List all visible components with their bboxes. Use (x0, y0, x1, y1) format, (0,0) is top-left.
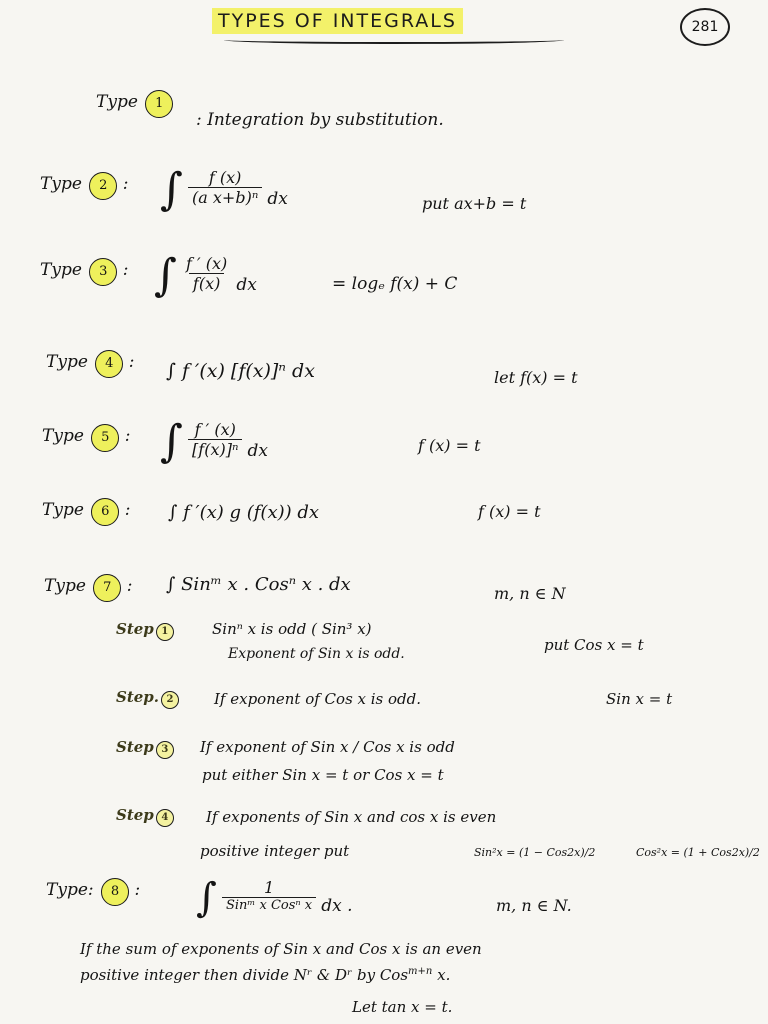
type-7-label: Type 7 : (44, 574, 132, 602)
type-word: Type (40, 174, 82, 194)
type-number-badge: 8 (101, 878, 129, 906)
type-8-condition: m, n ∈ N. (496, 896, 572, 915)
step-4-formula-sin: Sin²x = (1 − Cos2x)/2 (474, 846, 596, 859)
fraction-denominator: f(x) (189, 273, 224, 293)
integral-sign: ∫ (160, 164, 183, 215)
step-word: Step (116, 620, 154, 638)
dx-text: dx (267, 189, 288, 209)
fraction-numerator: 1 (263, 878, 275, 897)
type-number-badge: 2 (89, 172, 117, 200)
integrand-fraction (222, 878, 316, 913)
type-4-label: Type 4 : (46, 350, 134, 378)
type-1-label (96, 90, 173, 118)
type-5-integral (160, 416, 269, 467)
type-7-condition: m, n ∈ N (494, 584, 566, 603)
type-number-badge: 3 (89, 258, 117, 286)
type-7-integral: ∫ Sinᵐ x . Cosⁿ x . dx (166, 574, 351, 595)
type-2-label: Type 2 : (40, 172, 128, 200)
step-1-line1: Sinⁿ x is odd ( Sin³ x) (212, 620, 372, 638)
type-word: Type (42, 426, 84, 446)
note-line-2 (80, 966, 450, 984)
integrand-fraction (182, 254, 231, 293)
note-line-2-end: x. (437, 966, 451, 984)
step-3-line1: If exponent of Sin x / Cos x is odd (200, 738, 455, 756)
step-word: Step (116, 806, 154, 824)
page-title: TYPES OF INTEGRALS (212, 8, 463, 34)
dx-text: dx . (321, 896, 353, 916)
dx-text: dx (247, 441, 269, 461)
fraction-numerator: f ′ (x) (186, 254, 228, 273)
type-number-badge: 7 (93, 574, 121, 602)
note-line-2-text: positive integer then divide Nʳ & Dʳ by Cos (80, 966, 409, 984)
fraction-denominator: [f(x)]ⁿ (188, 439, 242, 459)
integrand-fraction (188, 420, 242, 459)
fraction-denominator: (a x+b)ⁿ (188, 187, 262, 207)
type-2-substitution: put ax+b = t (422, 194, 527, 213)
type-word: Type (40, 260, 82, 280)
step-2-label (116, 688, 179, 709)
type-3-label: Type 3 : (40, 258, 128, 286)
note-line-3: Let tan x = t. (352, 998, 453, 1016)
step-number-badge: 4 (156, 809, 174, 827)
type-6-substitution: f (x) = t (478, 502, 541, 521)
integral-sign: ∫ (160, 416, 183, 467)
type-word: Type (96, 92, 138, 112)
type-number-badge: 1 (145, 90, 173, 118)
type-5-substitution: f (x) = t (418, 436, 481, 455)
step-2-line1: If exponent of Cos x is odd. (214, 690, 422, 708)
step-word: Step. (116, 688, 160, 706)
step-1-substitution: put Cos x = t (544, 636, 644, 654)
type-5-label: Type 5 : (42, 424, 130, 452)
type-1-text: : Integration by substitution. (196, 110, 444, 130)
step-3-label (116, 738, 174, 759)
integral-sign: ∫ (196, 875, 217, 921)
type-4-integral: ∫ f ′(x) [f(x)]ⁿ dx (166, 360, 315, 382)
fraction-denominator: Sinᵐ x Cosⁿ x (222, 897, 316, 913)
page-number: 281 (680, 8, 730, 46)
step-number-badge: 1 (156, 623, 174, 641)
type-6-integral: ∫ f ′(x) g (f(x)) dx (168, 502, 320, 523)
type-2-integral (160, 164, 288, 215)
step-2-substitution: Sin x = t (606, 690, 673, 708)
fraction-numerator: f (x) (208, 168, 242, 187)
fraction-numerator: f ′ (x) (194, 420, 236, 439)
type-4-substitution: let f(x) = t (494, 368, 578, 387)
type-number-badge: 5 (91, 424, 119, 452)
type-8-label: Type: 8 : (46, 878, 140, 906)
step-4-formula-cos: Cos²x = (1 + Cos2x)/2 (636, 846, 760, 859)
dx-text: dx (236, 275, 257, 295)
step-word: Step (116, 738, 154, 756)
integral-sign: ∫ (154, 250, 177, 301)
type-3-result: = logₑ f(x) + C (332, 274, 458, 294)
type-word: Type (44, 576, 86, 596)
type-3-integral (154, 250, 257, 301)
step-1-line2: Exponent of Sin x is odd. (228, 646, 405, 662)
step-4-label (116, 806, 174, 827)
type-6-label: Type 6 : (42, 498, 130, 526)
type-number-badge: 4 (95, 350, 123, 378)
title-underline (224, 36, 564, 44)
integrand-fraction (188, 168, 262, 207)
step-1-label (116, 620, 174, 641)
type-word: Type (46, 880, 88, 900)
type-number-badge: 6 (91, 498, 119, 526)
type-word: Type (46, 352, 88, 372)
type-word: Type (42, 500, 84, 520)
step-number-badge: 2 (161, 691, 179, 709)
step-4-line2: positive integer put (200, 842, 350, 860)
note-exponent: m+n (408, 966, 433, 977)
step-3-line2: put either Sin x = t or Cos x = t (202, 766, 444, 784)
step-4-line1: If exponents of Sin x and cos x is even (206, 808, 497, 826)
type-8-integral (196, 875, 353, 921)
note-line-1: If the sum of exponents of Sin x and Cos x is an even (80, 940, 482, 958)
step-number-badge: 3 (156, 741, 174, 759)
